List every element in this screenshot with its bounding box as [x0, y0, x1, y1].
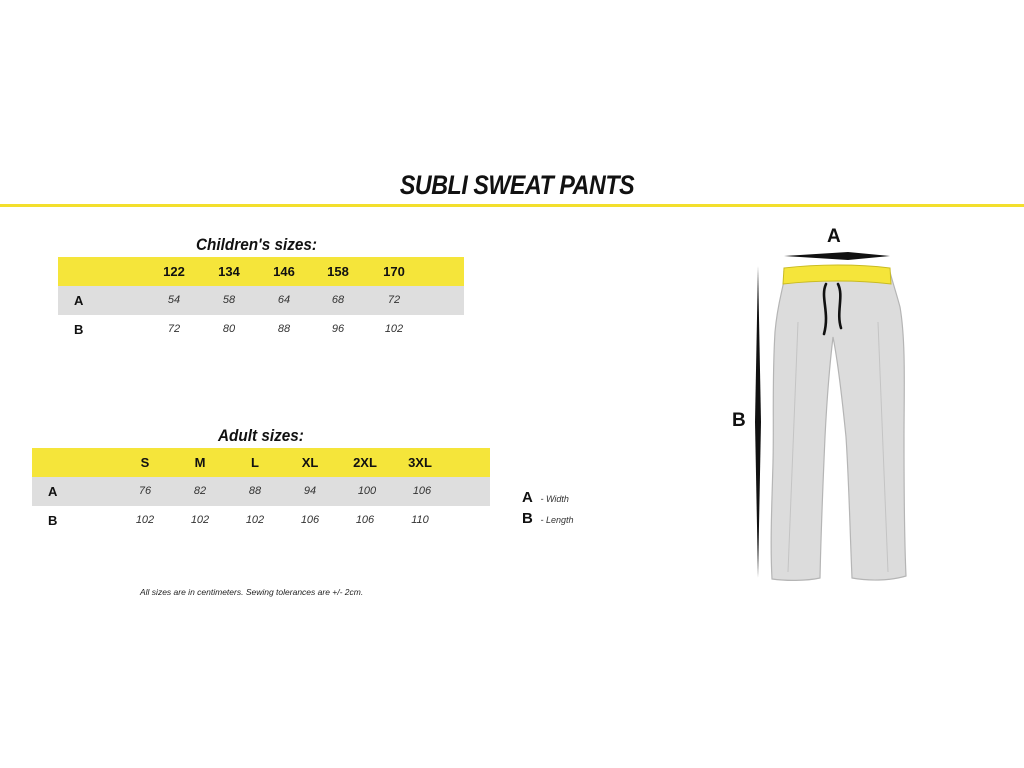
- waistband: [783, 265, 891, 284]
- table-cell: 72: [167, 323, 181, 335]
- children-size-cell: 170: [383, 264, 405, 279]
- table-cell: 102: [135, 514, 155, 526]
- table-cell: 82: [193, 485, 207, 497]
- children-size-header-row: [58, 257, 464, 286]
- legend-description: - Length: [540, 515, 574, 525]
- table-cell: 64: [277, 294, 291, 306]
- legend-key: B: [522, 510, 533, 527]
- table-cell: 102: [245, 514, 265, 526]
- pants-illustration: [728, 222, 928, 592]
- tolerance-note: All sizes are in centimeters. Sewing tolerances are +/- 2cm.: [140, 587, 364, 597]
- row-label: A: [74, 293, 84, 308]
- length-label: B: [732, 410, 746, 431]
- table-cell: 106: [300, 514, 320, 526]
- table-cell: 102: [190, 514, 210, 526]
- table-cell: 100: [357, 485, 377, 497]
- pants-diagram: [728, 222, 928, 592]
- table-cell: 88: [277, 323, 291, 335]
- measurement-legend: [522, 489, 573, 531]
- adult-sizes-heading: Adult sizes:: [218, 426, 304, 445]
- children-size-cell: 122: [163, 264, 185, 279]
- adult-size-cell: 3XL: [408, 455, 432, 470]
- row-label: B: [48, 513, 58, 528]
- legend-description: - Width: [540, 494, 569, 504]
- table-cell: 106: [355, 514, 375, 526]
- children-size-cell: 134: [218, 264, 240, 279]
- row-label: A: [48, 484, 58, 499]
- adult-size-cell: XL: [301, 455, 319, 470]
- children-size-cell: 158: [327, 264, 349, 279]
- page-title: SUBLI SWEAT PANTS: [399, 170, 635, 200]
- adult-size-cell: M: [194, 455, 206, 470]
- table-cell: 68: [331, 294, 345, 306]
- table-cell: 96: [331, 323, 345, 335]
- legend-item-width: [522, 489, 573, 510]
- children-sizes-heading: Children's sizes:: [196, 235, 317, 254]
- table-cell: 72: [387, 294, 401, 306]
- table-cell: 58: [222, 294, 236, 306]
- adult-row-b: [32, 506, 490, 535]
- adult-size-cell: 2XL: [353, 455, 377, 470]
- width-arrow: [784, 252, 890, 260]
- adult-size-cell: L: [251, 455, 259, 470]
- row-label: B: [74, 322, 84, 337]
- children-size-cell: 146: [273, 264, 295, 279]
- table-cell: 110: [411, 514, 429, 526]
- width-label: A: [827, 226, 841, 247]
- table-cell: 102: [384, 323, 404, 335]
- table-cell: 94: [303, 485, 317, 497]
- legend-key: A: [522, 489, 533, 506]
- children-row-b: [58, 315, 464, 344]
- adult-size-cell: S: [140, 455, 150, 470]
- table-cell: 88: [248, 485, 262, 497]
- table-cell: 76: [138, 485, 152, 497]
- table-cell: 80: [222, 323, 236, 335]
- length-arrow: [755, 266, 761, 578]
- legend-item-length: [522, 510, 573, 531]
- table-cell: 54: [167, 294, 181, 306]
- children-row-a: [58, 286, 464, 315]
- table-cell: 106: [412, 485, 432, 497]
- adult-size-header-row: [32, 448, 490, 477]
- title-divider: [0, 204, 1024, 207]
- adult-row-a: [32, 477, 490, 506]
